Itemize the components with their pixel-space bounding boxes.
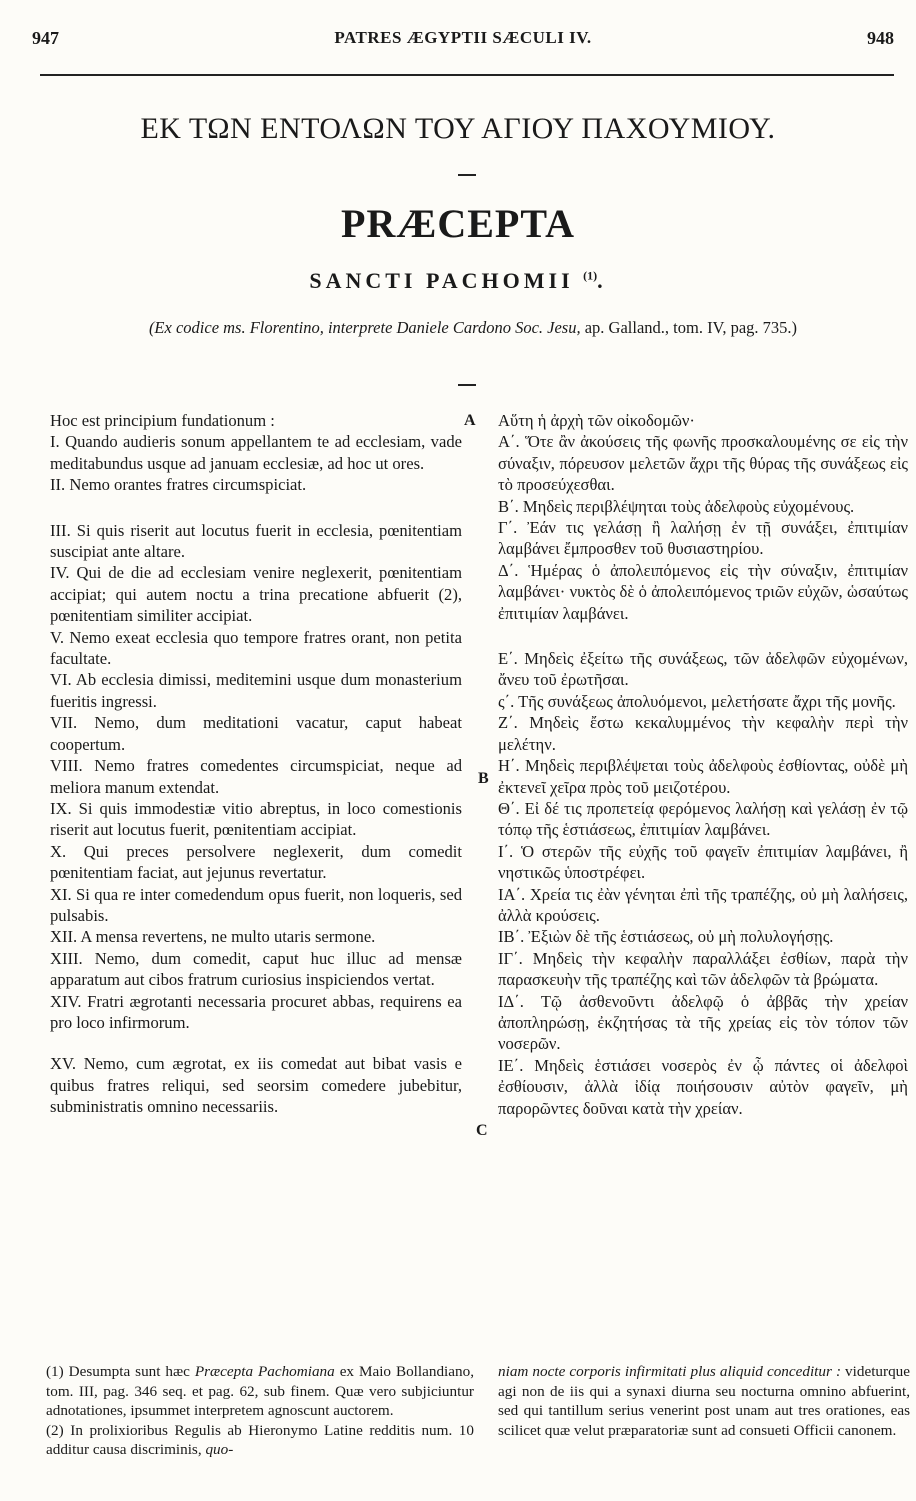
latin-paragraph: V. Nemo exeat ecclesia quo tempore fratres orant, non petita facultate. [50,627,462,669]
running-title: PATRES ÆGYPTII SÆCULI IV. [334,28,592,47]
greek-paragraph: ΙΒ΄. Ἐξιὼν δὲ τῆς ἑστιάσεως, οὐ μὴ πολυλογήσῃς. [498,927,834,947]
running-header [32,28,894,56]
latin-paragraph: VIII. Nemo fratres comedentes circumspiciat, neque ad meliora manum extendat. [50,756,462,797]
greek-paragraph: ΙΑ΄. Χρεία τις ἐὰν γένηται ἐπὶ τῆς τραπέζης, οὐ μὴ λαλήσεις, ἀλλὰ κρούσεις. [498,884,908,925]
greek-paragraph: Δ΄. Ἡμέρας ὁ ἀπολειπόμενος εἰς τὴν σύναξιν, ἐπιτιμίαν λαμβάνει· νυκτὸς δὲ ὁ ἀπολειπόμενος τριῶν εὐχῶν, ὡσαύτως ἐπιτιμίαν λαμβάνει. [498,560,908,623]
page-number-left: 947 [32,28,59,48]
latin-paragraph: XV. Nemo, cum ægrotat, ex iis comedat aut bibat vasis e quibus fratres reliqui, sed seorsim comedere jubebitur, subministratis omnino necessariis. [50,1054,462,1117]
greek-paragraph: Η΄. Μηδεὶς περιβλέψεται τοὺς ἀδελφοὺς ἐσθίοντας, οὐδὲ μὴ ἐκτενεῖ χεῖρα πρὸς τοῦ μειζοτέρου. [498,756,908,797]
latin-paragraph: VI. Ab ecclesia dimissi, meditemini usque dum monasterium fueritis ingressi. [50,670,462,711]
greek-paragraph: ΙΓ΄. Μηδεὶς τὴν κεφαλὴν παραλλάξει ἐσθίων, παρὰ τὴν παρασκευὴν τῆς τραπέζης καὶ τῶν ἀδελφῶν τὰ βρώματα. [498,948,908,990]
footnote-2-lead: (2) In prolixioribus Regulis ab Hieronymo Latine redditis num. 10 additur causa discriminis, [46,1421,474,1458]
footnote-2-continued [498,1362,910,1440]
latin-paragraph: IV. Qui de die ad ecclesiam venire neglexerit, pœnitentiam accipiat; qui autem noctu a trina precatione abfuerit (2), pœnitentiam similiter accipiat. [50,563,462,626]
footnote-1-rest: ex Maio Bollandiano, tom. III, pag. 346 seq. et pag. 62, sub finem. Quæ vero subjiciuntur adnotationes, ipsummet interpretem agnoscunt auctorem. [46,1363,474,1419]
source-italic: (Ex codice ms. Florentino, interprete Daniele Cardono Soc. Jesu, [148,318,581,337]
latin-paragraph: III. Si quis riserit aut locutus fuerit in ecclesia, pœnitentiam suscipiat ante altare. [50,520,462,562]
greek-paragraph: Θ΄. Εἰ δέ τις προπετείᾳ φερόμενος λαλήσῃ καὶ γελάσῃ ἐν τῷ τόπῳ τῆς ἑστιάσεως, ἐπιτιμίαν λαμβάνει. [498,798,908,840]
greek-paragraph: Γ΄. Ἐάν τις γελάσῃ ἢ λαλήσῃ ἐν τῇ συνάξει, ἐπιτιμίαν λαμβάνει ἔμπροσθεν τοῦ θυσιαστηρίου. [498,518,908,559]
latin-paragraph: II. Nemo orantes fratres circumspiciat. [50,475,307,495]
margin-mark-c: C [476,1122,488,1139]
greek-paragraph: Ζ΄. Μηδεὶς ἔστω κεκαλυμμένος τὴν κεφαλὴν περὶ τὴν μελέτην. [498,713,908,754]
title-divider [458,174,476,176]
greek-column [498,410,908,1119]
footnote-2-cont-plain: videturque agi non de iis qui a synaxi diurna seu nocturna omnino abfuerint, sed qui tantillum serius venerint post unam aut tres orationes, eas scilicet quæ velut præparatoriæ sunt ad consueti Officii canonem. [498,1363,910,1439]
latin-paragraph: Hoc est principium fundationum : [50,411,275,430]
source-plain: ap. Galland., tom. IV, pag. 735.) [584,318,798,337]
footnotes-left [46,1362,474,1460]
greek-paragraph: ΙΔ΄. Τῷ ἀσθενοῦντι ἀδελφῷ ὁ ἀββᾶς τὴν χρείαν ἀποπληρώσῃ, ἐκζητήσας τὰ τῆς χρείας εἰς τὸν τόπον τῶν νοσερῶν. [498,991,908,1054]
latin-paragraph: XIII. Nemo, dum comedit, caput huc illuc ad mensæ apparatum aut cibos fratrum curiosius inspiciendos vertat. [50,948,462,990]
footnote-1-lead: (1) Desumpta sunt hæc [46,1363,190,1380]
source-citation [110,316,836,339]
greek-title: ΕΚ ΤΩΝ ΕΝΤΟΛΩΝ ΤΟΥ ΑΓΙΟΥ ΠΑΧΟΥΜΙΟΥ. [140,112,776,145]
footnote-2 [46,1421,474,1460]
latin-column [50,410,462,1118]
greek-paragraph: Β΄. Μηδεὶς περιβλέψηται τοὺς ἀδελφοὺς εὐχομένους. [498,496,855,516]
latin-paragraph: IX. Si quis immodestiæ vitio abreptus, in loco comestionis riserit aut locutus fuerit, pœnitentiam accipiat. [50,798,462,840]
section-divider [458,384,476,386]
footnotes-right [498,1362,910,1440]
greek-paragraph: Α΄. Ὅτε ἂν ἀκούσεις τῆς φωνῆς προσκαλουμένης σε εἰς τὴν σύναξιν, πόρευσον μελετῶν ἄχρι τῆς θύρας τῆς συνάξεως εἰς τὸ προσεύχεσθαι. [498,432,908,495]
footnote-reference: (1) [583,268,598,283]
latin-paragraph: XII. A mensa revertens, ne multo utaris sermone. [50,927,376,947]
latin-paragraph: I. Quando audieris sonum appellantem te ad ecclesiam, vade meditabundus usque ad januam ecclesiæ, ad hoc ut ores. [50,432,462,473]
latin-title: PRÆCEPTA [341,201,575,246]
latin-paragraph: VII. Nemo, dum meditationi vacatur, caput habeat coopertum. [50,713,462,754]
latin-paragraph: XIV. Fratri ægrotanti necessaria procuret abbas, requirens ea pro loco infirmorum. [50,991,462,1032]
footnote-2-italic: quo- [205,1441,234,1458]
header-rule [40,74,894,76]
latin-paragraph: X. Qui preces persolvere neglexerit, dum comedit pœnitentiam faciat, aut jejunus revertatur. [50,841,462,883]
latin-subtitle: SANCTI PACHOMII $^{(1)}$. [309,268,607,293]
greek-paragraph: Αὕτη ἡ ἀρχὴ τῶν οἰκοδομῶν· [498,411,695,430]
footnote-1-italic: Præcepta Pachomiana [194,1363,335,1380]
greek-paragraph: ς΄. Τῆς συνάξεως ἀπολυόμενοι, μελετήσατε ἄχρι τῆς μονῆς. [498,691,896,711]
greek-paragraph: Ι΄. Ὁ στερῶν τῆς εὐχῆς τοῦ φαγεῖν ἐπιτιμίαν λαμβάνει, ἢ νηστικῶς ὑποστρέφει. [498,841,908,883]
greek-paragraph: Ε΄. Μηδεὶς ἐξείτω τῆς συνάξεως, τῶν ἀδελφῶν εὐχομένων, ἄνευ τοῦ ἐρωτῆσαι. [498,649,908,690]
margin-mark-a: A [464,412,476,429]
page-number-right: 948 [867,28,894,48]
footnote-1 [46,1362,474,1421]
latin-paragraph: XI. Si qua re inter comedendum opus fuerit, non loqueris, sed pulsabis. [50,884,462,925]
margin-mark-b: B [478,770,489,787]
latin-subtitle-text: SANCTI PACHOMII [309,268,574,293]
greek-paragraph: ΙΕ΄. Μηδεὶς ἑστιάσει νοσερὸς ἐν ᾧ πάντες οἱ ἀδελφοὶ ἐσθίουσιν, ἀλλὰ ἰδίᾳ ποιήσουσιν αὐτὸν φαγεῖν, μὴ παρορῶντες δοῦναι κατὰ τὴν χρείαν. [498,1055,908,1118]
footnote-2-cont-italic: niam nocte corporis infirmitati plus aliquid conceditur : [498,1363,841,1380]
